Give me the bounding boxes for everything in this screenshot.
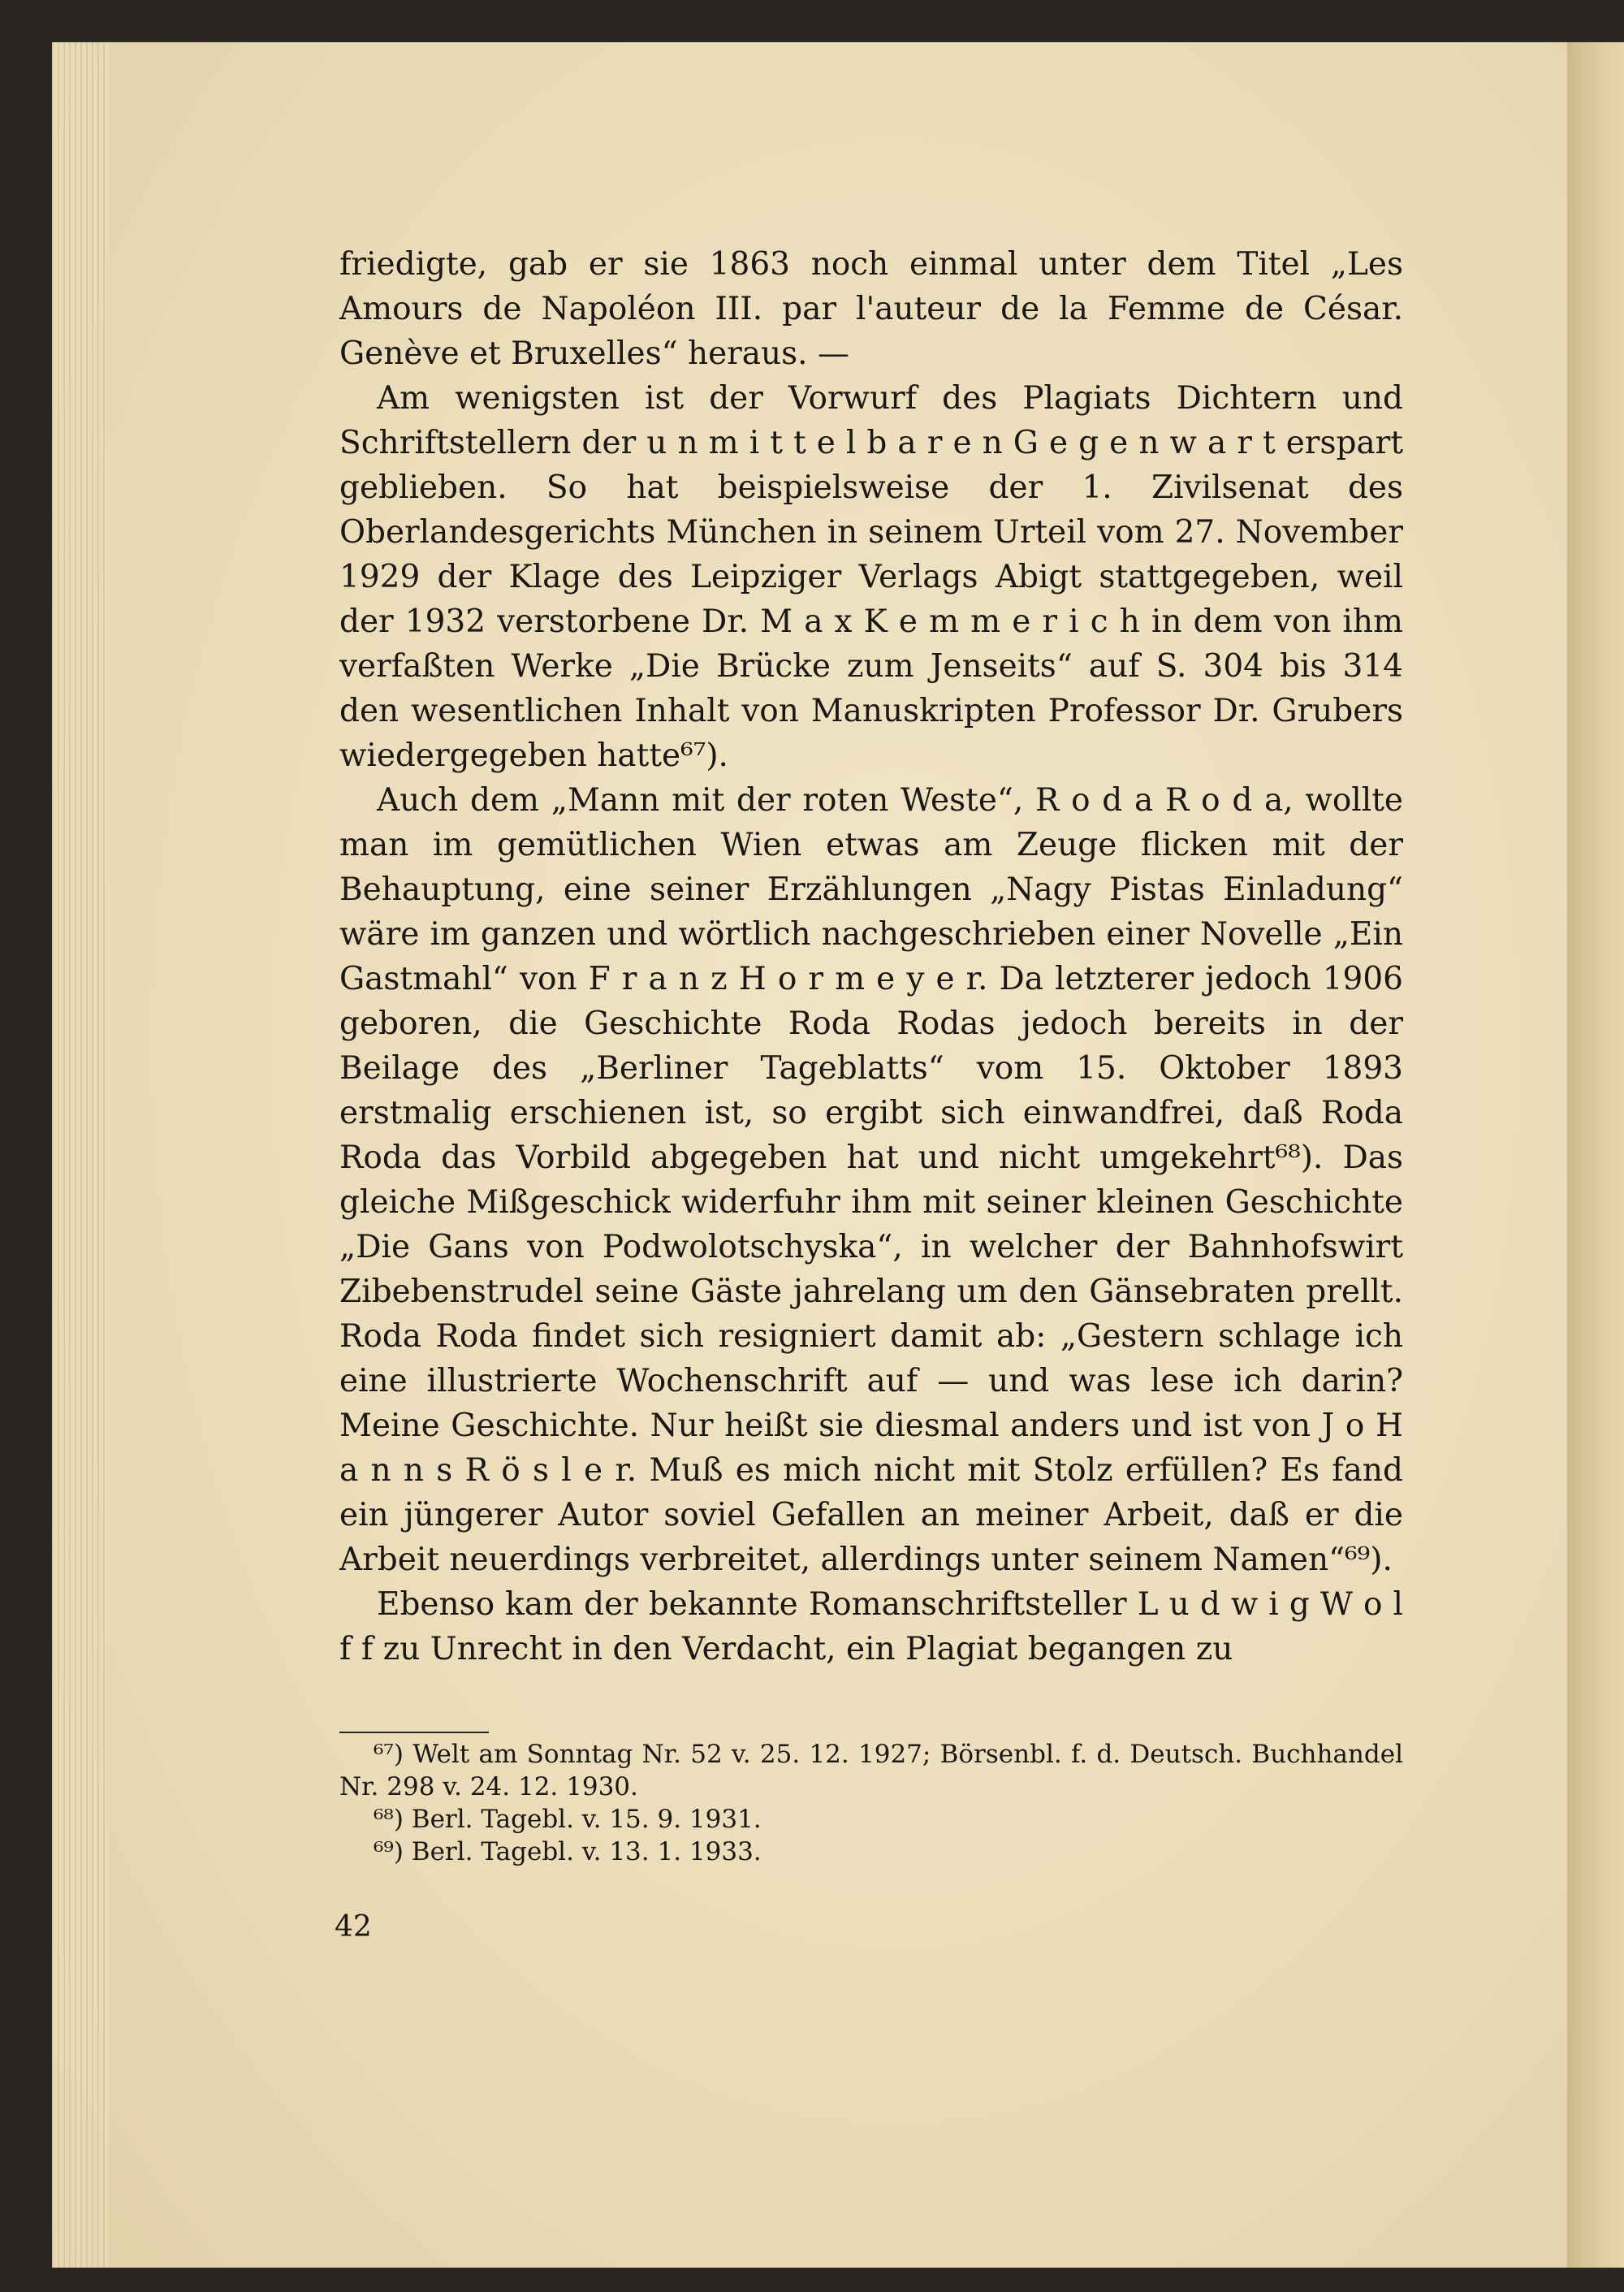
footnote: ⁶⁷) Welt am Sonntag Nr. 52 v. 25. 12. 1927; Börsenbl. f. d. Deutsch. Buchhandel Nr. 298 v. 24. 12. 1930. [339,1740,1403,1801]
page-number: 42 [335,1910,372,1944]
facing-page-edge [1567,42,1624,2268]
paragraph: Am wenigsten ist der Vorwurf des Plagiats Dichtern und Schriftstellern der u n m i t t e l b a r e n G e g e n w a r t erspart geblieben. So hat beispielsweise der 1. Zivilsenat des Oberlandesgerichts München in seinem Urteil vom 27. November 1929 der Klage des Leipziger Verlags Abigt stattgegeben, weil der 1932 verstorbene Dr. M a x K e m m e r i c h in dem von ihm verfaßten Werke „Die Brücke zum Jenseits“ auf S. 304 bis 314 den wesentlichen Inhalt von Manuskripten Professor Dr. Grubers wiedergegeben hatte⁶⁷). [339,380,1403,774]
paragraph: Ebenso kam der bekannte Romanschriftsteller L u d w i g W o l f f zu Unrecht in den Verdacht, ein Plagiat begangen zu [339,1586,1403,1667]
footnotes [339,1738,1403,1868]
footnote-rule [339,1732,489,1733]
paragraph: Auch dem „Mann mit der roten Weste“, R o d a R o d a, wollte man im gemütlichen Wien etwas am Zeuge flicken mit der Behauptung, eine seiner Erzählungen „Nagy Pistas Einladung“ wäre im ganzen und wörtlich nachgeschrieben einer Novelle „Ein Gastmahl“ von F r a n z H o r m e y e r. Da letzterer jedoch 1906 geboren, die Geschichte Roda Rodas jedoch bereits in der Beilage des „Berliner Tageblatts“ vom 15. Oktober 1893 erstmalig erschienen ist, so ergibt sich einwandfrei, daß Roda Roda das Vorbild abgegeben hat und nicht umgekehrt⁶⁸). Das gleiche Mißgeschick widerfuhr ihm mit seiner kleinen Geschichte „Die Gans von Podwolotschyska“, in welcher der Bahnhofswirt Zibebenstrudel seine Gäste jahrelang um den Gänsebraten prellt. Roda Roda findet sich resigniert damit ab: „Gestern schlage ich eine illustrierte Wochenschrift auf — und was lese ich darin? Meine Geschichte. Nur heißt sie diesmal anders und ist von J o H a n n s R ö s l e r. Muß es mich nicht mit Stolz erfüllen? Es fand ein jüngerer Autor soviel Gefallen an meiner Arbeit, daß er die Arbeit neuerdings verbreitet, allerdings unter seinem Namen“⁶⁹). [339,782,1403,1578]
footnote: ⁶⁹) Berl. Tagebl. v. 13. 1. 1933. [374,1837,762,1866]
body-text [339,242,1403,1671]
page-edges [52,42,109,2268]
paragraph: friedigte, gab er sie 1863 noch einmal unter dem Titel „Les Amours de Napoléon III. par l'auteur de la Femme de César. Genève et Bruxelles“ heraus. — [339,246,1403,372]
footnote: ⁶⁸) Berl. Tagebl. v. 15. 9. 1931. [374,1805,762,1834]
